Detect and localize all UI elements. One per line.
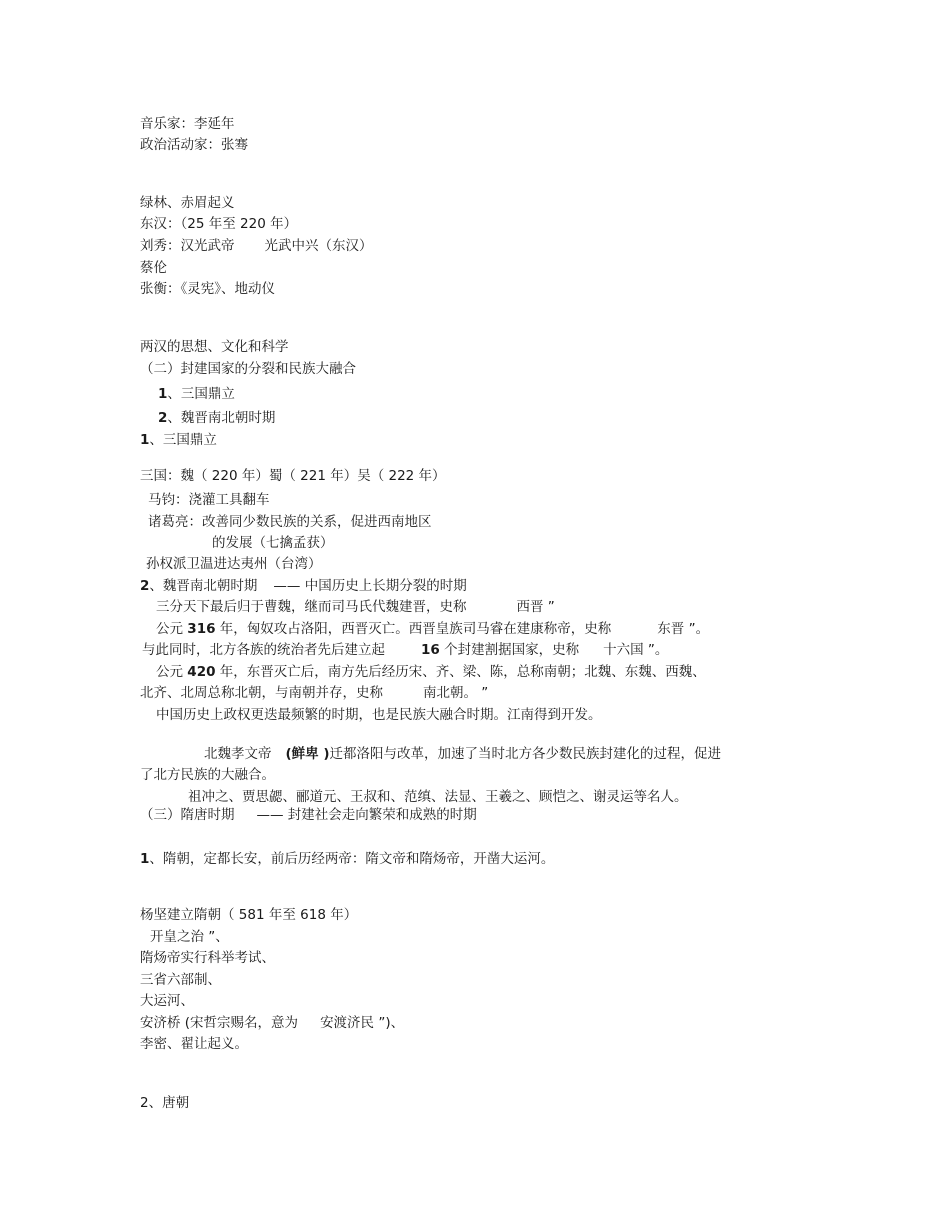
text-segment: 与此同时，北方各族的统治者先后建立起 <box>142 642 385 658</box>
text-number: 420 <box>187 664 216 680</box>
sub-heading <box>140 850 554 868</box>
section-heading: 两汉的思想、文化和科学 <box>140 339 289 355</box>
sub-heading <box>140 577 467 595</box>
text-number: 16 <box>421 642 440 658</box>
text-line <box>204 745 721 763</box>
section-heading <box>140 806 477 824</box>
text-segment: 迁都洛阳与改革，加速了当时北方各少数民族封建化的过程，促进 <box>329 746 722 762</box>
list-number: 1 <box>140 851 150 867</box>
text-segment: —— 中国历史上长期分裂的时期 <box>273 578 467 594</box>
list-number: 1 <box>158 386 168 402</box>
text-line: 开皇之治 ”、 <box>150 929 229 945</box>
text-segment: 年，东晋灭亡后，南方先后经历宋、齐、梁、陈，总称南朝；北魏、东魏、西魏、 <box>219 664 706 680</box>
text-line <box>140 684 488 702</box>
text-line: 孙权派卫温进达夷州（台湾） <box>146 556 322 572</box>
text-line <box>142 641 668 659</box>
text-segment: 公元 <box>156 664 183 680</box>
text-line: 张衡：《灵宪》、地动仪 <box>140 281 275 297</box>
text-line: 音乐家：李延年 <box>140 116 235 132</box>
text-segment: (鲜卑 ) <box>285 746 330 762</box>
text-line: 祖冲之、贾思勰、郦道元、王叔和、范缜、法显、王羲之、顾恺之、谢灵运等名人。 <box>188 789 688 805</box>
text-segment: 安济桥 (宋哲宗赐名，意为 <box>140 1015 299 1031</box>
text-line: 杨坚建立隋朝（ 581 年至 618 年） <box>140 907 358 923</box>
text-segment: 安渡济民 ”)、 <box>320 1015 405 1031</box>
text-segment: —— 封建社会走向繁荣和成熟的时期 <box>256 807 477 823</box>
text-line: 三国：魏（ 220 年）蜀（ 221 年）吴（ 222 年） <box>140 468 446 484</box>
text-segment: 、魏晋南北朝时期 <box>149 578 258 594</box>
list-number: 1 <box>140 432 150 448</box>
text-segment: 刘秀：汉光武帝 <box>140 238 235 254</box>
text-segment: 北齐、北周总称北朝，与南朝并存，史称 <box>140 685 383 701</box>
text-segment: 西晋 ” <box>516 599 555 615</box>
text-line: 马钧：浇灌工具翻车 <box>148 492 270 508</box>
text-line <box>140 1014 404 1032</box>
text-line: 东汉：（25 年至 220 年） <box>140 216 298 232</box>
list-item <box>158 409 275 427</box>
text-line: 中国历史上政权更迭最频繁的时期，也是民族大融合时期。江南得到开发。 <box>156 707 602 723</box>
text-line <box>156 598 555 616</box>
text-segment: 光武中兴（东汉） <box>264 238 373 254</box>
text-segment: 北魏孝文帝 <box>204 746 272 762</box>
list-text: 、三国鼎立 <box>149 432 217 448</box>
text-line: 隋炀帝实行科举考试、 <box>140 950 275 966</box>
text-segment: 、隋朝，定都长安，前后历经两帝：隋文帝和隋炀帝，开凿大运河。 <box>149 851 555 867</box>
text-line: 大运河、 <box>140 993 194 1009</box>
list-item <box>158 385 235 403</box>
text-number: 316 <box>187 621 216 637</box>
text-segment: 个封建割据国家，史称 <box>444 642 580 658</box>
text-line: 政治活动家：张骞 <box>140 137 248 153</box>
text-line: 蔡伦 <box>140 260 167 276</box>
list-number: 2 <box>140 578 150 594</box>
text-segment: （三）隋唐时期 <box>140 807 235 823</box>
text-line: 李密、翟让起义。 <box>140 1036 248 1052</box>
text-segment: 东晋 ”。 <box>657 621 710 637</box>
text-segment: 公元 <box>156 621 183 637</box>
text-line: 的发展（七擒孟获） <box>212 535 334 551</box>
section-heading: （二）封建国家的分裂和民族大融合 <box>140 361 356 377</box>
text-line: 三省六部制、 <box>140 972 221 988</box>
text-line: 诸葛亮：改善同少数民族的关系，促进西南地区 <box>148 514 432 530</box>
text-line: 绿林、赤眉起义 <box>140 195 235 211</box>
text-line <box>156 620 709 638</box>
list-number: 2 <box>158 410 168 426</box>
text-line: 了北方民族的大融合。 <box>140 767 275 783</box>
text-line <box>156 663 706 681</box>
text-line <box>140 237 373 255</box>
sub-heading <box>140 431 217 449</box>
text-segment: 南北朝。 ” <box>423 685 489 701</box>
text-segment: 十六国 ”。 <box>603 642 669 658</box>
list-text: 、三国鼎立 <box>167 386 235 402</box>
list-text: 、魏晋南北朝时期 <box>167 410 276 426</box>
text-segment: 三分天下最后归于曹魏，继而司马氏代魏建晋，史称 <box>156 599 467 615</box>
text-segment: 年，匈奴攻占洛阳，西晋灭亡。西晋皇族司马睿在建康称帝，史称 <box>219 621 612 637</box>
sub-heading: 2、唐朝 <box>140 1095 190 1111</box>
